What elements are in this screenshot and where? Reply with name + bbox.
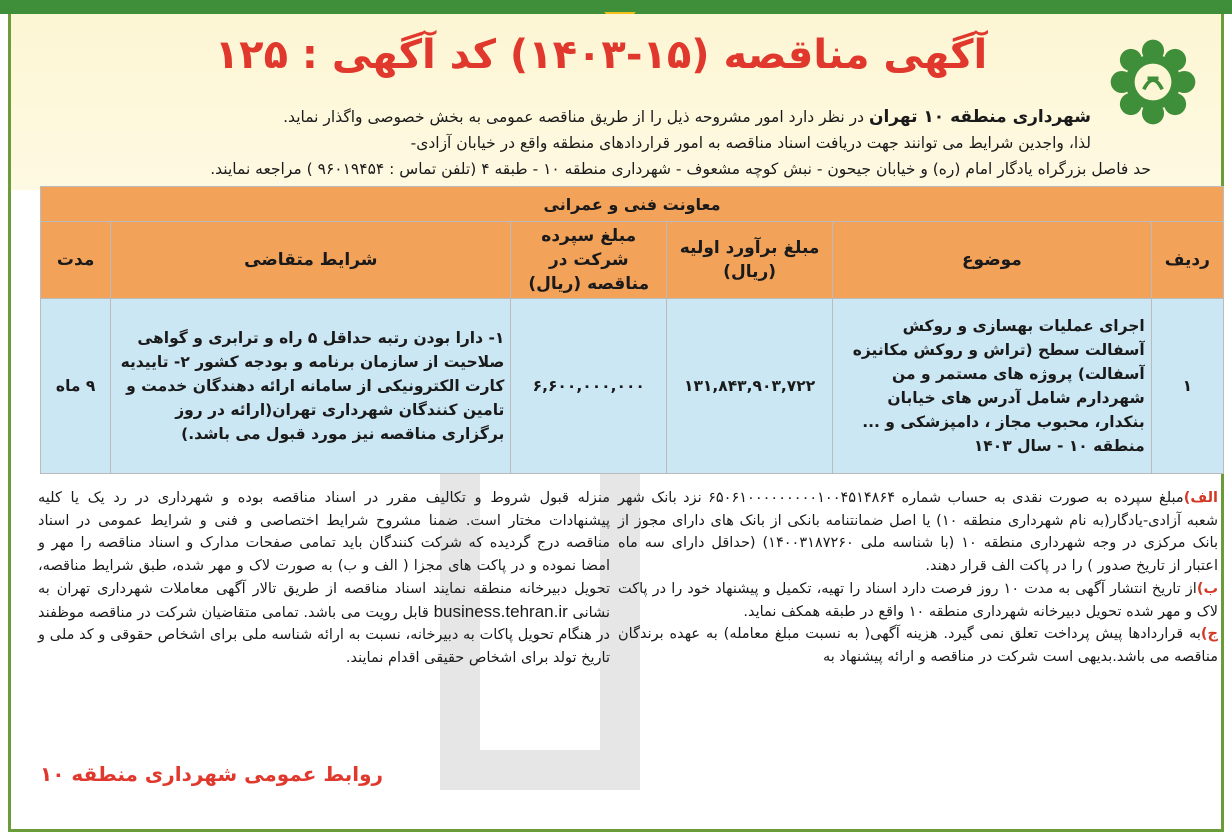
- municipality-name: شهرداری منطقه ۱۰ تهران: [868, 107, 1091, 127]
- col-header-estimate: مبلغ برآورد اولیه (ریال): [667, 222, 833, 299]
- website-link[interactable]: business.tehran.ir: [433, 601, 568, 621]
- note-left-text-1: منزله قبول شروط و تکالیف مقرر در اسناد مناقصه بوده و شهرداری در رد یک یا کلیه پیشنهادات مختار است. ضمنا مشروح شرایط اختصاصی و فنی و شرایط عمومی در اسناد مناقصه درج گردیده که شرکت کنندگان باید تمامی صفحات مدارک و اسناد مناقصه را مهر و امضا نموده و در پاکت های مجزا ( الف و ب) به صورت لاک و مهر شده، طبق شرایط مناقصه، تحویل دبیرخانه منطقه نمایند اسناد مناقصه از طریق تالار آگهی معاملات شهرداری تهران به نشانی: [38, 490, 610, 621]
- col-header-subject: موضوع: [833, 222, 1152, 299]
- cell-estimate: ۱۳۱,۸۴۳,۹۰۳,۷۲۲: [667, 299, 833, 474]
- cell-row-number: ۱: [1151, 299, 1223, 474]
- intro-line-3: حد فاصل بزرگراه یادگار امام (ره) و خیابان جیحون - نبش کوچه مشعوف - شهرداری منطقه ۱۰ - طبقه ۴ (تلفن تماس : ۹۶۰۱۹۴۵۴ ) مراجعه نمایند.: [210, 160, 1151, 178]
- note-alef-text: مبلغ سپرده به صورت نقدی به حساب شماره ۶۵۰۶۱۰۰۰۰۰۰۰۰۰۱۰۰۴۵۱۴۸۶۴ نزد بانک شهر شعبه آزادی-یادگار(به نام شهرداری منطقه ۱۰) یا اصل ضمانتنامه بانکی از بانک های دارای مجوز از بانک مرکزی در وجه شهرداری منطقه ۱۰ (با شناسه ملی ۱۴۰۰۳۱۸۷۲۶۰) (حداقل دارای سه ماه اعتبار از تاریخ صدور ) را در پاکت الف قرار دهند.: [618, 490, 1218, 575]
- intro-line-1: [283, 106, 1091, 128]
- note-be-label: ب): [1196, 580, 1219, 597]
- note-be-text: از تاریخ انتشار آگهی به مدت ۱۰ روز فرصت دارد اسناد را تهیه، تکمیل و پیشنهاد خود را در پاکت لاک و مهر شده تحویل دبیرخانه شهرداری منطقه ۱۰ واقع در طبقه همکف نماید.: [618, 580, 1218, 620]
- notes-left-column: [38, 487, 610, 670]
- header-panel: [11, 14, 1221, 190]
- tender-table: [40, 186, 1224, 474]
- col-header-row: ردیف: [1151, 222, 1223, 299]
- tehran-municipality-logo-icon: [1107, 36, 1199, 128]
- cell-deposit: ۶,۶۰۰,۰۰۰,۰۰۰: [511, 299, 667, 474]
- intro-line-1-text: در نظر دارد امور مشروحه ذیل را از طریق مناقصه عمومی به بخش خصوصی واگذار نماید.: [283, 108, 869, 126]
- col-header-deposit: مبلغ سپرده شرکت در مناقصه (ریال): [511, 222, 667, 299]
- col-header-duration: مدت: [41, 222, 111, 299]
- cell-conditions: ۱- دارا بودن رتبه حداقل ۵ راه و ترابری و گواهی صلاحیت از سازمان برنامه و بودجه کشور ۲- تاییدیه کارت الکترونیکی از سامانه ارائه دهندگان خدمت و تامین کنندگان شهرداری تهران(ارائه در روز برگزاری مناقصه نیز مورد قبول می باشد.): [111, 299, 511, 474]
- note-alef-label: الف): [1183, 490, 1218, 506]
- intro-line-2: لذا، واجدین شرایط می توانند جهت دریافت اسناد مناقصه به امور قراردادهای منطقه واقع در خیابان آزادی-: [410, 134, 1091, 152]
- note-left-text-2: قابل رویت می باشد. تمامی متقاضیان شرکت در مناقصه موظفند در هنگام تحویل پاکات به دبیرخانه، نسبت به ارائه شناسه ملی برای اشخاص حقوقی و کد ملی و تاریخ تولد برای اشخاص حقیقی اقدام نمایند.: [38, 604, 610, 666]
- ad-title-text: آگهی مناقصه (۱۵-۱۴۰۳) کد آگهی : ۱۲۵: [214, 32, 988, 78]
- cell-subject: اجرای عملیات بهسازی و روکش آسفالت سطح (تراش و روکش مکانیزه آسفالت) پروژه های مستمر و من شهردارم شامل آدرس های خیابان بنکدار، محبوب مجاز ، دامپزشکی و ... منطقه ۱۰ - سال ۱۴۰۳: [833, 299, 1152, 474]
- note-jim-text: به قراردادها پیش پرداخت تعلق نمی گیرد. هزینه آگهی( به نسبت مبلغ معامله) به عهده برندگان مناقصه می باشد.بدیهی است شرکت در مناقصه و ارائه پیشنهاد به: [618, 626, 1218, 665]
- note-jim-label: ج): [1200, 626, 1218, 643]
- ad-title: [211, 32, 991, 78]
- signature-public-relations: روابط عمومی شهرداری منطقه ۱۰: [40, 762, 384, 786]
- col-header-conditions: شرایط متقاضی: [111, 222, 511, 299]
- notes-right-column: [618, 487, 1218, 669]
- cell-duration: ۹ ماه: [41, 299, 111, 474]
- table-section-title: معاونت فنی و عمرانی: [41, 187, 1224, 222]
- table-header-row: [41, 222, 1224, 299]
- table-row: [41, 299, 1224, 474]
